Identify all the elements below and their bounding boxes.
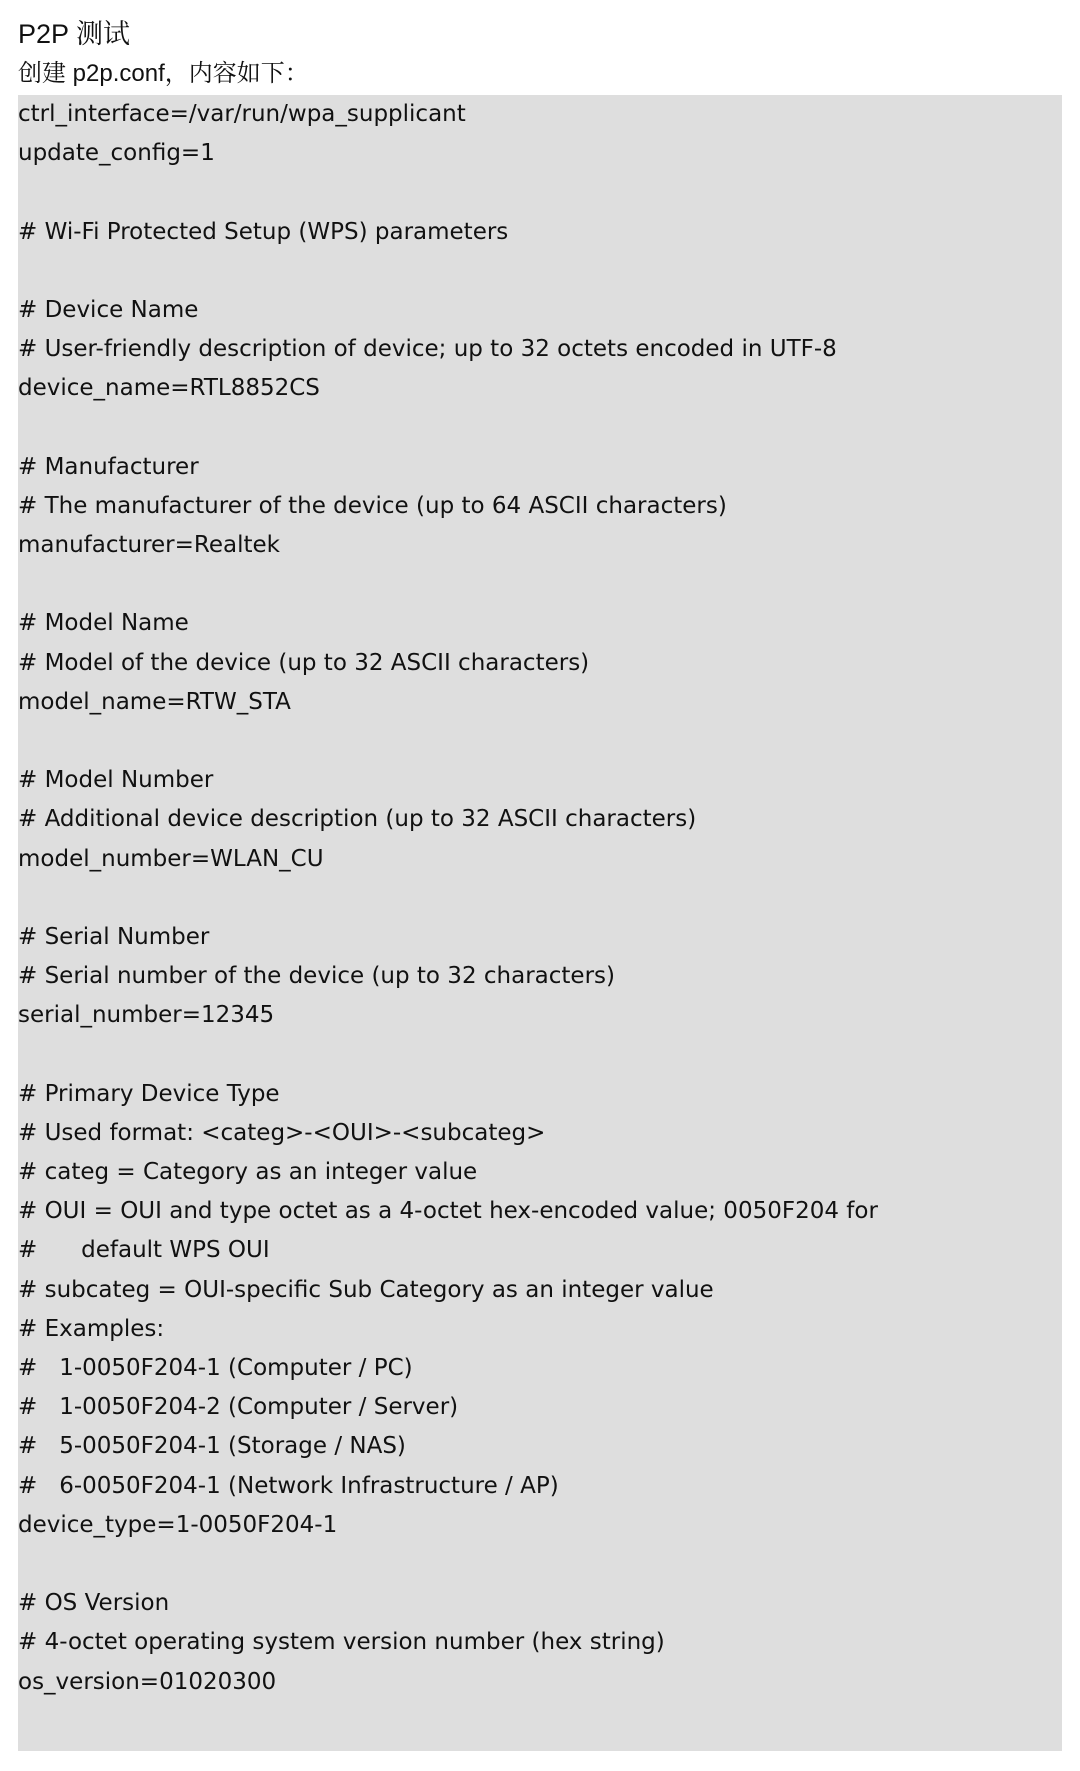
code-line: # 6-0050F204-1 (Network Infrastructure / AP) [18,1472,559,1499]
code-line [18,1036,1062,1075]
document-header [18,14,1062,94]
code-line: # 1-0050F204-2 (Computer / Server) [18,1394,459,1421]
code-line: # Examples: [18,1315,165,1342]
code-line: device_type=1-0050F204-1 [18,1511,338,1538]
code-line: # categ = Category as an integer value [18,1159,478,1186]
code-line: # Model Number [18,767,214,794]
code-line: model_number=WLAN_CU [18,845,324,872]
code-line [18,252,1062,291]
code-line: # default WPS OUI [18,1237,270,1264]
code-line: # Device Name [18,296,199,323]
code-line: device_name=RTL8852CS [18,375,320,402]
code-line: # Used format: <categ>-<OUI>-<subcateg> [18,1119,546,1146]
code-line [18,879,1062,918]
code-line: # Primary Device Type [18,1080,280,1107]
code-line: # OS Version [18,1590,170,1617]
code-line: # The manufacturer of the device (up to 64 ASCII characters) [18,492,727,519]
code-line: # Additional device description (up to 32 ASCII characters) [18,806,697,833]
code-line [18,1545,1062,1584]
code-line: # Model of the device (up to 32 ASCII characters) [18,649,590,676]
code-line [18,565,1062,604]
code-line: # subcateg = OUI-specific Sub Category as an integer value [18,1276,714,1303]
code-line: # User-friendly description of device; up to 32 octets encoded in UTF-8 [18,336,837,363]
code-line: # Wi-Fi Protected Setup (WPS) parameters [18,218,509,245]
intro-paragraph: 创建 p2p.conf，内容如下： [18,60,309,87]
code-line: # 1-0050F204-1 (Computer / PC) [18,1355,413,1381]
code-line: # 4-octet operating system version number (hex string) [18,1629,665,1656]
code-line: ctrl_interface=/var/run/wpa_supplicant [18,101,466,127]
code-line: # 5-0050F204-1 (Storage / NAS) [18,1433,406,1460]
code-line: # Manufacturer [18,453,199,480]
code-block [18,95,1062,1751]
code-line: os_version=01020300 [18,1668,277,1695]
code-line [18,173,1062,212]
code-line: model_name=RTW_STA [18,688,291,715]
code-line [18,409,1062,448]
code-line: # Serial number of the device (up to 32 characters) [18,963,615,990]
code-line: # Model Name [18,610,189,637]
code-line: update_config=1 [18,140,215,167]
code-line [18,722,1062,761]
code-line: # OUI = OUI and type octet as a 4-octet hex-encoded value; 0050F204 for [18,1198,878,1225]
code-line: # Serial Number [18,923,210,950]
code-line: serial_number=12345 [18,1002,275,1029]
section-title: P2P 测试 [18,19,131,49]
code-line [18,1702,1062,1741]
code-line: manufacturer=Realtek [18,532,280,559]
